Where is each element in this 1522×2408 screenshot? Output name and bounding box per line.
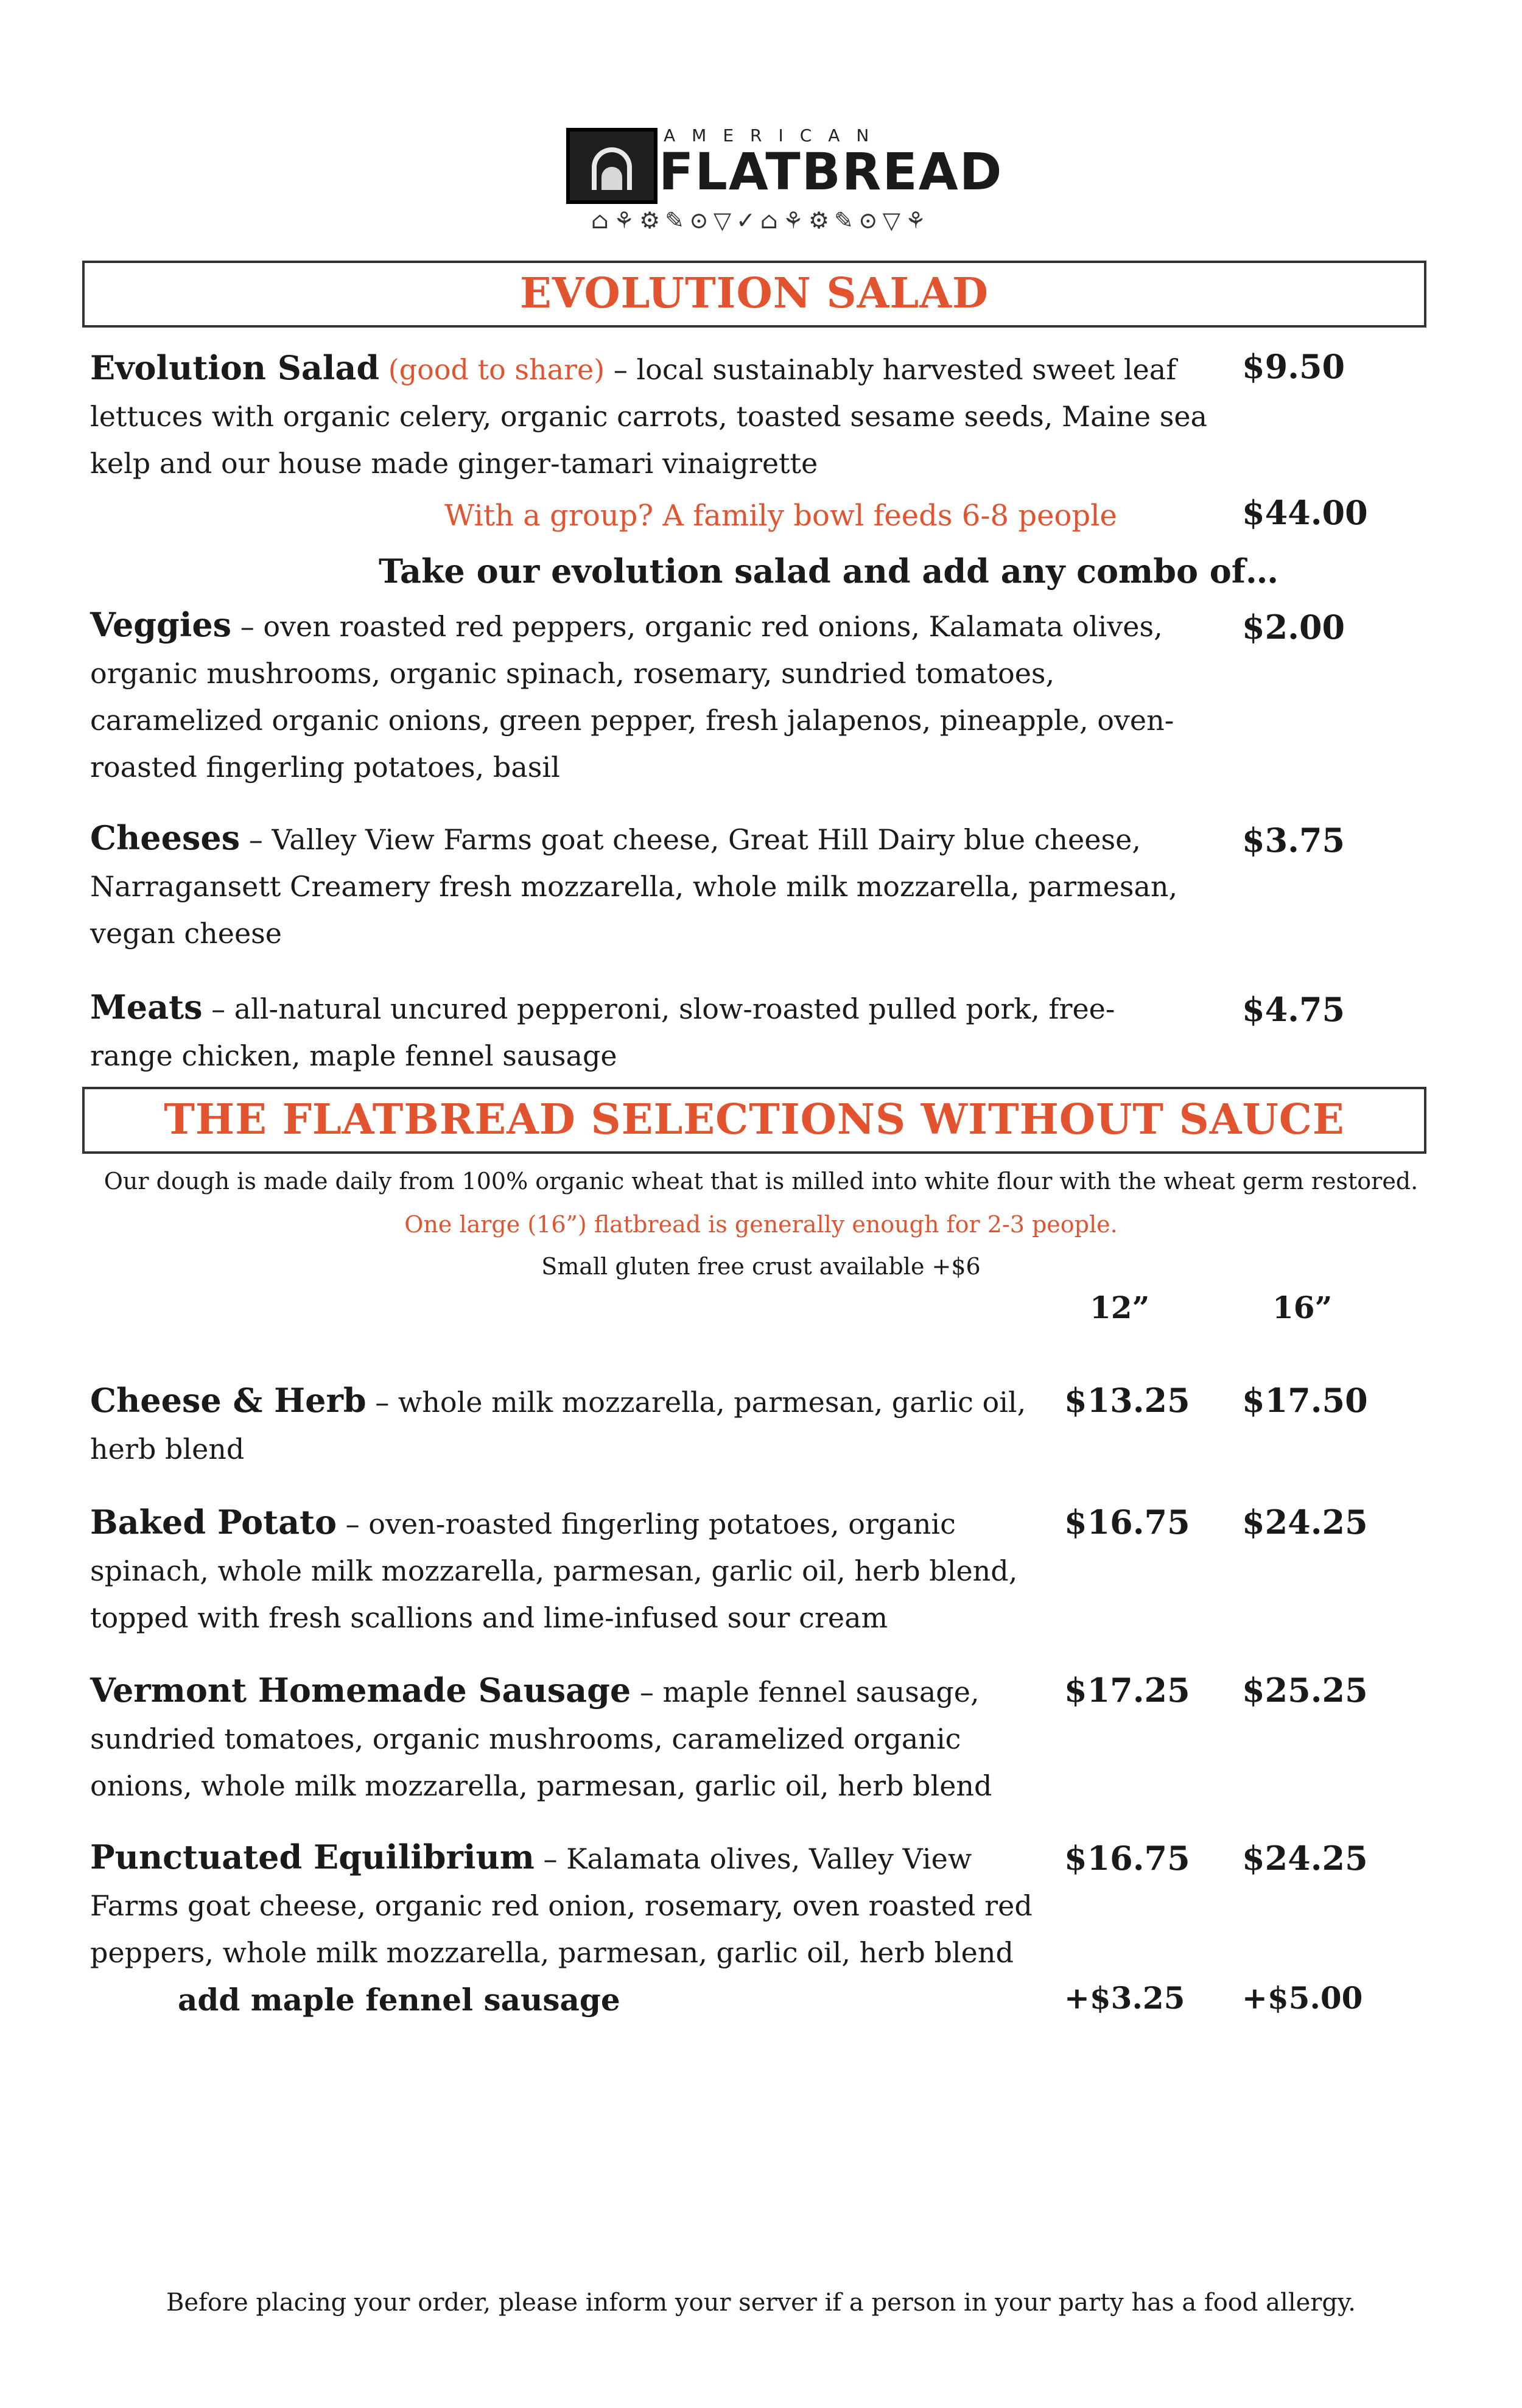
family-bowl-note: With a group? A family bowl feeds 6-8 people xyxy=(444,499,1117,533)
veggies-price: $2.00 xyxy=(1242,608,1345,647)
item-name: Vermont Homemade Sausage xyxy=(90,1671,631,1710)
logo-main-text: FLATBREAD xyxy=(659,142,1003,202)
price-12: $13.25 xyxy=(1064,1381,1190,1420)
addon-price-16: +$5.00 xyxy=(1242,1980,1363,2016)
cheeses-item xyxy=(90,815,1186,957)
cheeses-price: $3.75 xyxy=(1242,821,1345,860)
combo-heading: Take our evolution salad and add any combo of… xyxy=(379,552,1279,591)
allergy-note: Before placing your order, please inform your server if a person in your party has a food allergy. xyxy=(166,2289,1356,2317)
item-name: Baked Potato xyxy=(90,1503,337,1542)
evolution-salad-price: $9.50 xyxy=(1242,347,1345,386)
dough-note: Our dough is made daily from 100% organic wheat that is milled into white flour with the wheat germ restored. xyxy=(103,1168,1419,1195)
item-name: Punctuated Equilibrium xyxy=(90,1838,535,1876)
item-description: – oven roasted red peppers, organic red onions, Kalamata olives, organic mushrooms, organic spinach, rosemary, sundried tomatoes, caramelized organic onions, green pepper, fresh jalapenos, pineapple, oven-roasted fingerling potatoes, basil xyxy=(90,610,1174,784)
veggies-item xyxy=(90,602,1186,791)
item-name: Evolution Salad xyxy=(90,348,380,387)
item-description: – local sustainably harvested sweet leaf lettuces with organic celery, organic carrots, toasted sesame seeds, Maine sea kelp and our house made ginger-tamari vinaigrette xyxy=(90,353,1207,480)
item-name: Cheese & Herb xyxy=(90,1381,366,1420)
logo-top-text: AMERICAN xyxy=(664,125,886,146)
item-description: – maple fennel sausage, sundried tomatoes, organic mushrooms, caramelized organic onions, whole milk mozzarella, parmesan, garlic oil, herb blend xyxy=(90,1676,992,1802)
gluten-free-note: Small gluten free crust available +$6 xyxy=(541,1253,981,1280)
item-description: – all-natural uncured pepperoni, slow-roasted pulled pork, free-range chicken, maple fennel sausage xyxy=(90,992,1115,1072)
item-name: Veggies xyxy=(90,605,232,644)
price-12: $16.75 xyxy=(1064,1503,1190,1542)
price-16: $24.25 xyxy=(1242,1503,1368,1542)
addon-price-12: +$3.25 xyxy=(1064,1980,1185,2016)
logo-symbols-icon: ⌂⚘⚙✎⊙▽✓⌂⚘⚙✎⊙▽⚘ xyxy=(591,207,931,234)
item-description: – oven-roasted fingerling potatoes, organic spinach, whole milk mozzarella, parmesan, garlic oil, herb blend, topped with fresh scallions and lime-infused sour cream xyxy=(90,1508,1018,1634)
item-description: – Kalamata olives, Valley View Farms goat cheese, organic red onion, rosemary, oven roasted red peppers, whole milk mozzarella, parmesan, garlic oil, herb blend xyxy=(90,1842,1033,1969)
size-note: One large (16”) flatbread is generally enough for 2-3 people. xyxy=(404,1211,1118,1238)
family-bowl-price: $44.00 xyxy=(1242,493,1368,532)
price-16: $17.50 xyxy=(1242,1381,1368,1420)
addon-label: add maple fennel sausage xyxy=(178,1982,620,2018)
size-12-header: 12” xyxy=(1090,1290,1150,1325)
item-name: Cheeses xyxy=(90,818,240,857)
item-description: – whole milk mozzarella, parmesan, garlic oil, herb blend xyxy=(90,1386,1026,1466)
price-16: $25.25 xyxy=(1242,1671,1368,1710)
evolution-salad-item xyxy=(90,345,1247,487)
flatbread-item-vermont-sausage xyxy=(90,1667,1040,1810)
salad-section-title: EVOLUTION SALAD xyxy=(520,269,989,318)
american-flatbread-logo xyxy=(566,116,1003,256)
item-name: Meats xyxy=(90,988,203,1027)
flatbread-section-header xyxy=(82,1087,1426,1154)
flatbread-item-cheese-herb xyxy=(90,1377,1040,1473)
flatbread-item-punctuated-equilibrium xyxy=(90,1834,1040,1976)
flatbread-section-title: THE FLATBREAD SELECTIONS WITHOUT SAUCE xyxy=(164,1095,1345,1144)
meats-price: $4.75 xyxy=(1242,990,1345,1029)
flatbread-item-baked-potato xyxy=(90,1499,1040,1641)
salad-section-header xyxy=(82,261,1426,328)
meats-item xyxy=(90,984,1162,1079)
price-12: $16.75 xyxy=(1064,1839,1190,1878)
item-note: (good to share) xyxy=(388,353,605,386)
size-16-header: 16” xyxy=(1272,1290,1333,1325)
item-description: – Valley View Farms goat cheese, Great Hill Dairy blue cheese, Narragansett Creamery fresh mozzarella, whole milk mozzarella, parmesan, vegan cheese xyxy=(90,823,1178,950)
price-16: $24.25 xyxy=(1242,1839,1368,1878)
price-12: $17.25 xyxy=(1064,1671,1190,1710)
logo-mark-icon xyxy=(566,128,658,204)
